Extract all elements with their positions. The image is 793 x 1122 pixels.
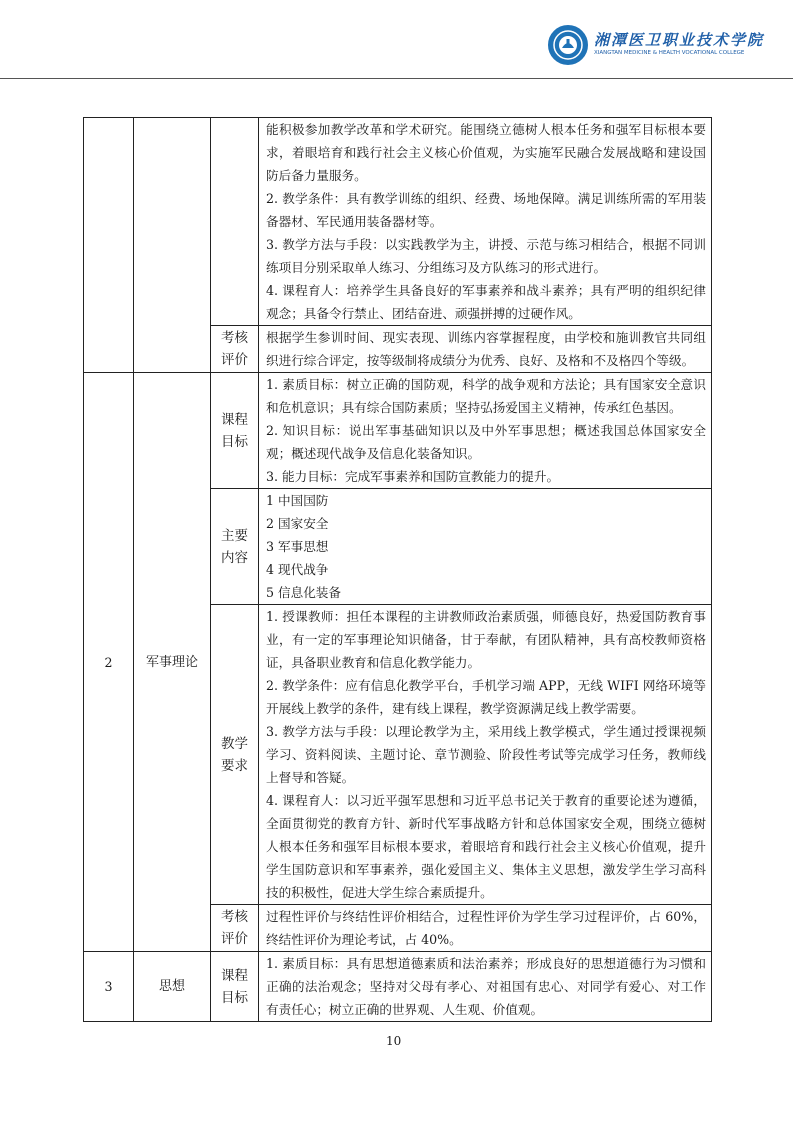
list-item: 2. 教学条件：具有教学训练的组织、经费、场地保障。满足训练所需的军用装备器材、军民通用装备器材等。 <box>266 191 706 229</box>
list-item: 3. 能力目标：完成军事素养和国防宣教能力的提升。 <box>266 469 560 484</box>
header-rule <box>0 78 793 79</box>
list-item: 1. 素质目标：具有思想道德素质和法治素养；形成良好的思想道德行为习惯和正确的法治观念；坚持对父母有孝心、对祖国有忠心、对同学有爱心、对工作有责任心；树立正确的世界观、人生观、价值观。 <box>266 956 706 1017</box>
objectives-label: 课程目标 <box>211 952 259 1022</box>
table-row <box>84 373 712 489</box>
table-row <box>84 952 712 1022</box>
college-name-en: XIANGTAN MEDICINE & HEALTH VOCATIONAL COLLEGE <box>594 50 745 56</box>
list-item: 4. 课程育人：培养学生具备良好的军事素养和战斗素养；具有严明的组织纪律观念；具备令行禁止、团结奋进、顽强拼搏的过硬作风。 <box>266 283 706 321</box>
course-syllabus-table <box>83 117 712 1022</box>
list-item: 3 军事思想 <box>266 539 329 554</box>
page-number: 10 <box>386 1034 402 1048</box>
assessment-cell: 过程性评价与终结性评价相结合，过程性评价为学生学习过程评价，占 60%，终结性评价为理论考试，占 40%。 <box>259 905 712 952</box>
course-name-cell <box>134 118 211 373</box>
content-label: 主要内容 <box>211 489 259 605</box>
list-item: 3. 教学方法与手段：以实践教学为主，讲授、示范与练习相结合，根据不同训练项目分别采取单人练习、分组练习及方队练习的形式进行。 <box>266 237 706 275</box>
course-name-cell: 军事理论 <box>134 373 211 952</box>
requirements-label-cell <box>211 118 259 326</box>
list-item: 4 现代战争 <box>266 562 329 577</box>
college-emblem-icon <box>548 25 588 65</box>
objectives-cell <box>259 952 712 1022</box>
list-item: 2 国家安全 <box>266 516 329 531</box>
list-item: 2. 知识目标：说出军事基础知识以及中外军事思想；概述我国总体国家安全观；概述现代战争及信息化装备知识。 <box>266 423 706 461</box>
objectives-label: 课程目标 <box>211 373 259 489</box>
assessment-cell: 根据学生参训时间、现实表现、训练内容掌握程度，由学校和施训教官共同组织进行综合评定，按等级制将成绩分为优秀、良好、及格和不及格四个等级。 <box>259 326 712 373</box>
requirements-label: 教学要求 <box>211 605 259 905</box>
course-no-cell <box>84 118 134 373</box>
college-name-cn: 湘潭医卫职业技术学院 <box>594 31 765 49</box>
list-item: 4. 课程育人：以习近平强军思想和习近平总书记关于教育的重要论述为遵循，全面贯彻党的教育方针、新时代军事战略方针和总体国家安全观，围绕立德树人根本任务和强军目标根本要求，着眼培育和践行社会主义核心价值观，提升学生国防意识和军事素养，强化爱国主义、集体主义思想，激发学生学习高科技的积极性，促进大学生综合素质提升。 <box>266 793 706 900</box>
course-no-cell: 3 <box>84 952 134 1022</box>
requirements-cell <box>259 605 712 905</box>
table-row <box>84 118 712 326</box>
list-item: 1 中国国防 <box>266 493 329 508</box>
list-item: 5 信息化装备 <box>266 585 341 600</box>
course-no-cell: 2 <box>84 373 134 952</box>
college-logo <box>548 25 765 69</box>
list-item: 1. 授课教师：担任本课程的主讲教师政治素质强，师德良好，热爱国防教育事业，有一定的军事理论知识储备，甘于奉献，有团队精神，具有高校教师资格证，具备职业教育和信息化教学能力。 <box>266 609 706 670</box>
list-item: 3. 教学方法与手段：以理论教学为主，采用线上教学模式，学生通过授课视频学习、资料阅读、主题讨论、章节测验、阶段性考试等完成学习任务，教师线上督导和答疑。 <box>266 724 706 785</box>
list-item: 1. 素质目标：树立正确的国防观，科学的战争观和方法论；具有国家安全意识和危机意识；具有综合国防素质；坚持弘扬爱国主义精神，传承红色基因。 <box>266 377 706 415</box>
list-item: 2. 教学条件：应有信息化教学平台，手机学习端 APP，无线 WIFI 网络环境等开展线上教学的条件，建有线上课程，教学资源满足线上教学需要。 <box>266 678 706 716</box>
assessment-label: 考核评价 <box>211 326 259 373</box>
assessment-label: 考核评价 <box>211 905 259 952</box>
objectives-cell <box>259 373 712 489</box>
content-cell <box>259 489 712 605</box>
requirements-cell <box>259 118 712 326</box>
course-name-cell: 思想 <box>134 952 211 1022</box>
list-item: 能积极参加教学改革和学术研究。能围绕立德树人根本任务和强军目标根本要求，着眼培育和践行社会主义核心价值观，为实施军民融合发展战略和建设国防后备力量服务。 <box>266 122 706 183</box>
